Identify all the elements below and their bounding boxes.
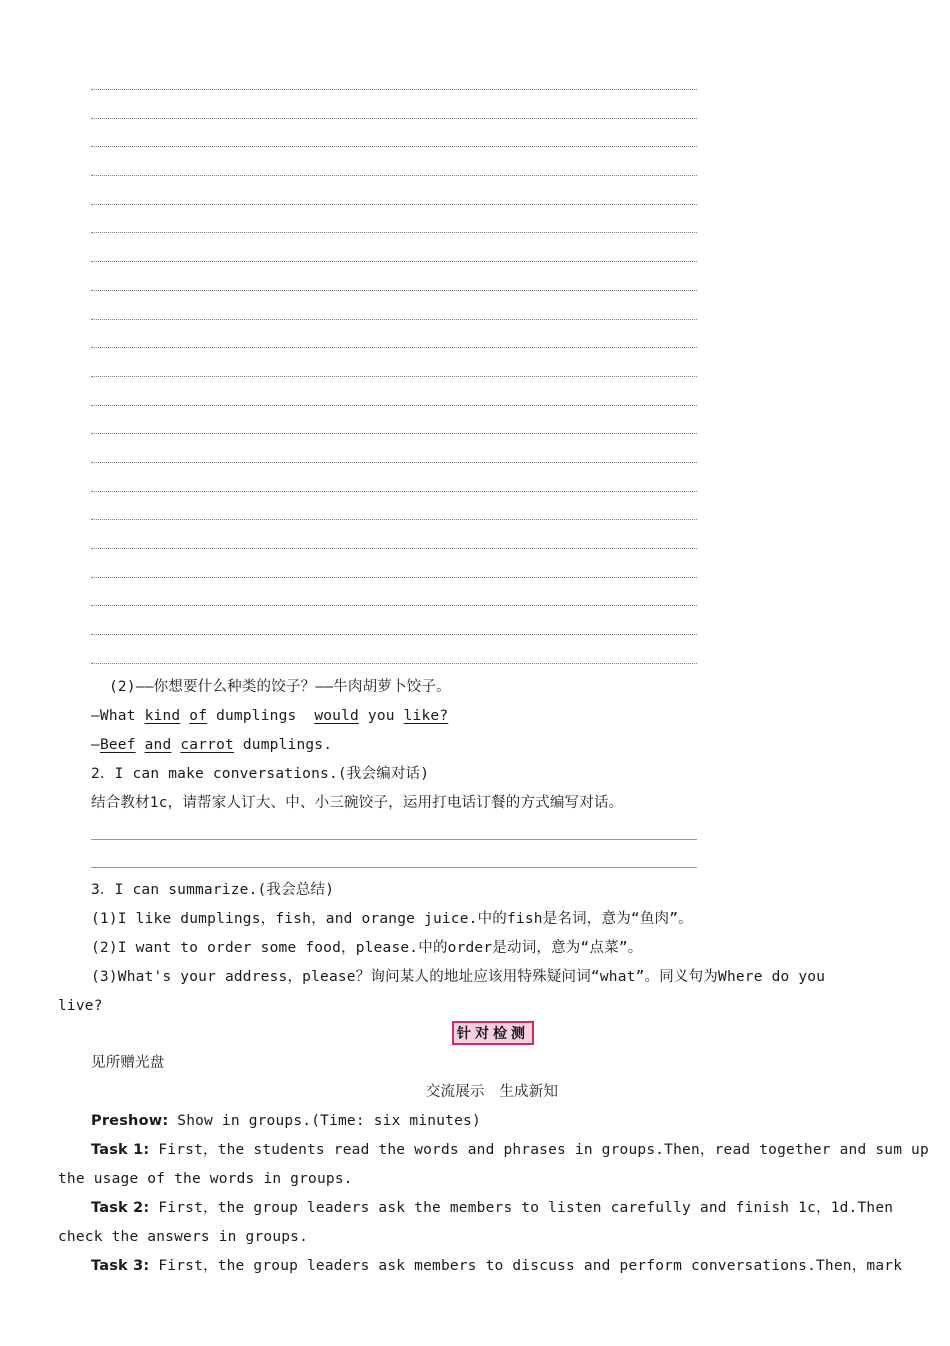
a-suffix: dumplings. [233, 737, 333, 753]
writing-line[interactable] [91, 519, 697, 520]
writing-line[interactable] [91, 175, 697, 176]
writing-line[interactable] [91, 146, 697, 147]
answer-of[interactable]: of [189, 708, 208, 724]
section3-heading: 3．I can summarize.(我会总结) [91, 882, 335, 898]
vocab-prompt: (2)——你想要什么种类的饺子？——牛肉胡萝卜饺子。 [109, 679, 451, 695]
q-prefix: —What [91, 708, 145, 724]
writing-line[interactable] [91, 118, 697, 119]
answer-beef[interactable]: Beef [99, 737, 136, 753]
answer-kind[interactable]: kind [144, 708, 181, 724]
section2-instruction: 结合教材1c，请帮家人订大、中、小三碗饺子，运用打电话订餐的方式编写对话。 [91, 795, 624, 811]
writing-line[interactable] [91, 232, 697, 233]
preshow-label: Preshow: [91, 1113, 169, 1129]
section2-heading: 2．I can make conversations.(我会编对话) [91, 766, 430, 782]
writing-line[interactable] [91, 347, 697, 348]
q-mid2: you [358, 708, 404, 724]
task2-cont: check the answers in groups. [58, 1229, 309, 1245]
summary-item-3-cont: live? [58, 998, 103, 1014]
answer-like[interactable]: like? [403, 708, 449, 724]
task3 [91, 1256, 902, 1276]
q-mid: dumplings [207, 708, 315, 724]
answer-line[interactable] [91, 839, 697, 840]
writing-line[interactable] [91, 663, 697, 664]
answer-and[interactable]: and [144, 737, 172, 753]
writing-lines [91, 89, 697, 691]
writing-line[interactable] [91, 577, 697, 578]
answer-line[interactable] [91, 867, 697, 868]
writing-line[interactable] [91, 605, 697, 606]
section-title: 交流展示 生成新知 [425, 1084, 559, 1100]
writing-line[interactable] [91, 89, 697, 90]
task3-label: Task 3: [91, 1258, 150, 1274]
task3-text: First，the group leaders ask members to discuss and perform conversations.Then，mark [149, 1258, 903, 1274]
cd-note: 见所赠光盘 [91, 1055, 165, 1071]
task1-cont: the usage of the words in groups. [58, 1171, 353, 1187]
answer-would[interactable]: would [314, 708, 359, 724]
writing-line[interactable] [91, 376, 697, 377]
summary-item-2: (2)I want to order some food，please.中的order是动词，意为“点菜”。 [91, 940, 643, 956]
writing-line[interactable] [91, 204, 697, 205]
summary-item-3: (3)What's your address，please？询问某人的地址应该用特殊疑问词“what”。同义句为Where do you [91, 969, 826, 985]
task2 [91, 1198, 893, 1218]
vocab-answer [91, 735, 332, 755]
writing-line[interactable] [91, 548, 697, 549]
targeted-test-badge: 针对检测 [452, 1021, 534, 1045]
writing-line[interactable] [91, 634, 697, 635]
writing-line[interactable] [91, 491, 697, 492]
writing-line[interactable] [91, 462, 697, 463]
summary-item-1: (1)I like dumplings，fish，and orange juice.中的fish是名词，意为“鱼肉”。 [91, 911, 693, 927]
task2-label: Task 2: [91, 1200, 150, 1216]
preshow [91, 1111, 481, 1131]
writing-line[interactable] [91, 261, 697, 262]
a-prefix: — [91, 737, 100, 753]
task1-label: Task 1: [91, 1142, 150, 1158]
task1 [91, 1140, 929, 1160]
writing-line[interactable] [91, 290, 697, 291]
writing-line[interactable] [91, 433, 697, 434]
task2-text: First，the group leaders ask the members to listen carefully and finish 1c，1d.Then [149, 1200, 894, 1216]
writing-line[interactable] [91, 319, 697, 320]
vocab-question [91, 706, 448, 726]
answer-carrot[interactable]: carrot [180, 737, 234, 753]
preshow-text: Show in groups.(Time: six minutes) [168, 1113, 481, 1129]
task1-text: First，the students read the words and phrases in groups.Then，read together and sum up [149, 1142, 929, 1158]
writing-line[interactable] [91, 405, 697, 406]
